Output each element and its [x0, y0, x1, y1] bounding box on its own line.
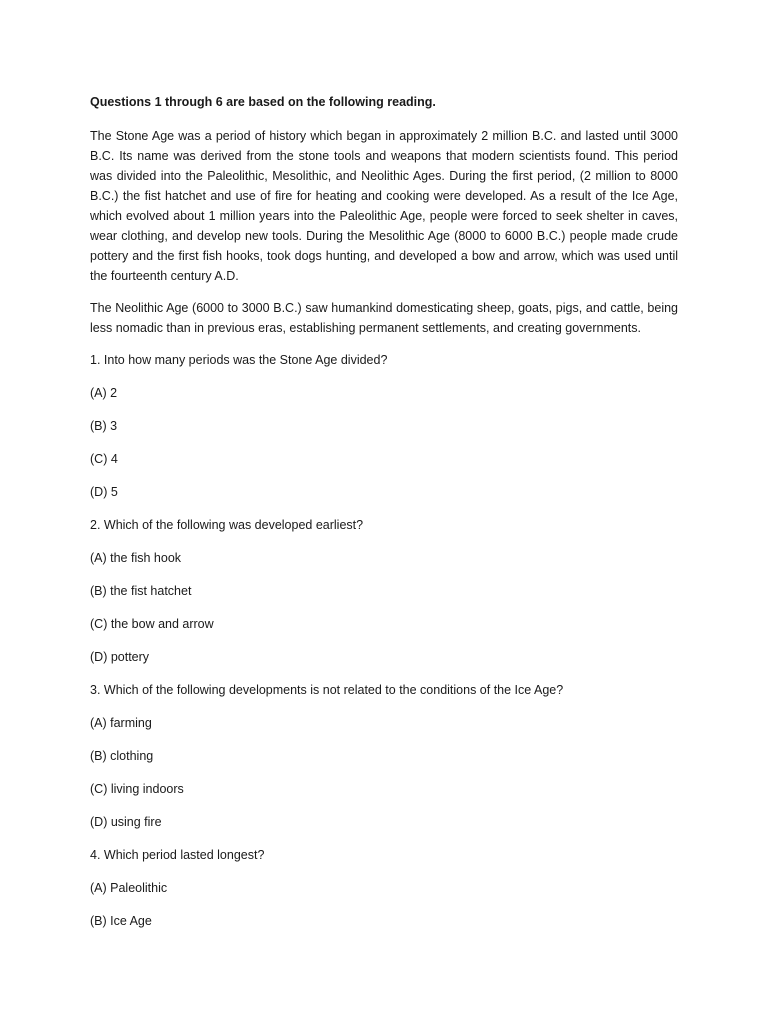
answer-option: (B) clothing [90, 749, 154, 763]
section-heading: Questions 1 through 6 are based on the following reading. [90, 95, 436, 109]
question-1 [90, 350, 678, 515]
answer-option: (D) 5 [90, 485, 118, 499]
question-4 [90, 845, 678, 944]
document-page [90, 92, 678, 944]
answer-option: (D) pottery [90, 650, 150, 664]
reading-paragraph-2: The Neolithic Age (6000 to 3000 B.C.) saw humankind domesticating sheep, goats, pigs, and cattle, being less nomadic than in previous eras, establishing permanent settlements, and creating governments. [90, 301, 678, 335]
answer-option: (C) living indoors [90, 782, 184, 796]
reading-paragraph-1: The Stone Age was a period of history which began in approximately 2 million B.C. and lasted until 3000 B.C. Its name was derived from the stone tools and weapons that modern scientists found. This period was divided into the Paleolithic, Mesolithic, and Neolithic Ages. During the first period, (2 million to 8000 B.C.) the fist hatchet and use of fire for heating and cooking were developed. As a result of the Ice Age, which evolved about 1 million years into the Paleolithic Age, people were forced to seek shelter in caves, wear clothing, and develop new tools. During the Mesolithic Age (8000 to 6000 B.C.) people made crude pottery and the first fish hooks, took dogs hunting, and developed a bow and arrow, which was used until the fourteenth century A.D. [90, 129, 678, 283]
answer-option: (C) the bow and arrow [90, 617, 214, 631]
answer-option: (B) the fist hatchet [90, 584, 192, 598]
answer-option: (D) using fire [90, 815, 162, 829]
answer-option: (B) 3 [90, 419, 118, 433]
answer-option: (A) 2 [90, 386, 118, 400]
question-text: 3. Which of the following developments is not related to the conditions of the Ice Age? [90, 683, 564, 697]
question-text: 2. Which of the following was developed earliest? [90, 518, 364, 532]
question-text: 4. Which period lasted longest? [90, 848, 265, 862]
answer-option: (B) Ice Age [90, 914, 152, 928]
question-text: 1. Into how many periods was the Stone Age divided? [90, 353, 388, 367]
question-3 [90, 680, 678, 845]
question-2 [90, 515, 678, 680]
answer-option: (A) Paleolithic [90, 881, 168, 895]
answer-option: (C) 4 [90, 452, 118, 466]
answer-option: (A) farming [90, 716, 152, 730]
answer-option: (A) the fish hook [90, 551, 182, 565]
